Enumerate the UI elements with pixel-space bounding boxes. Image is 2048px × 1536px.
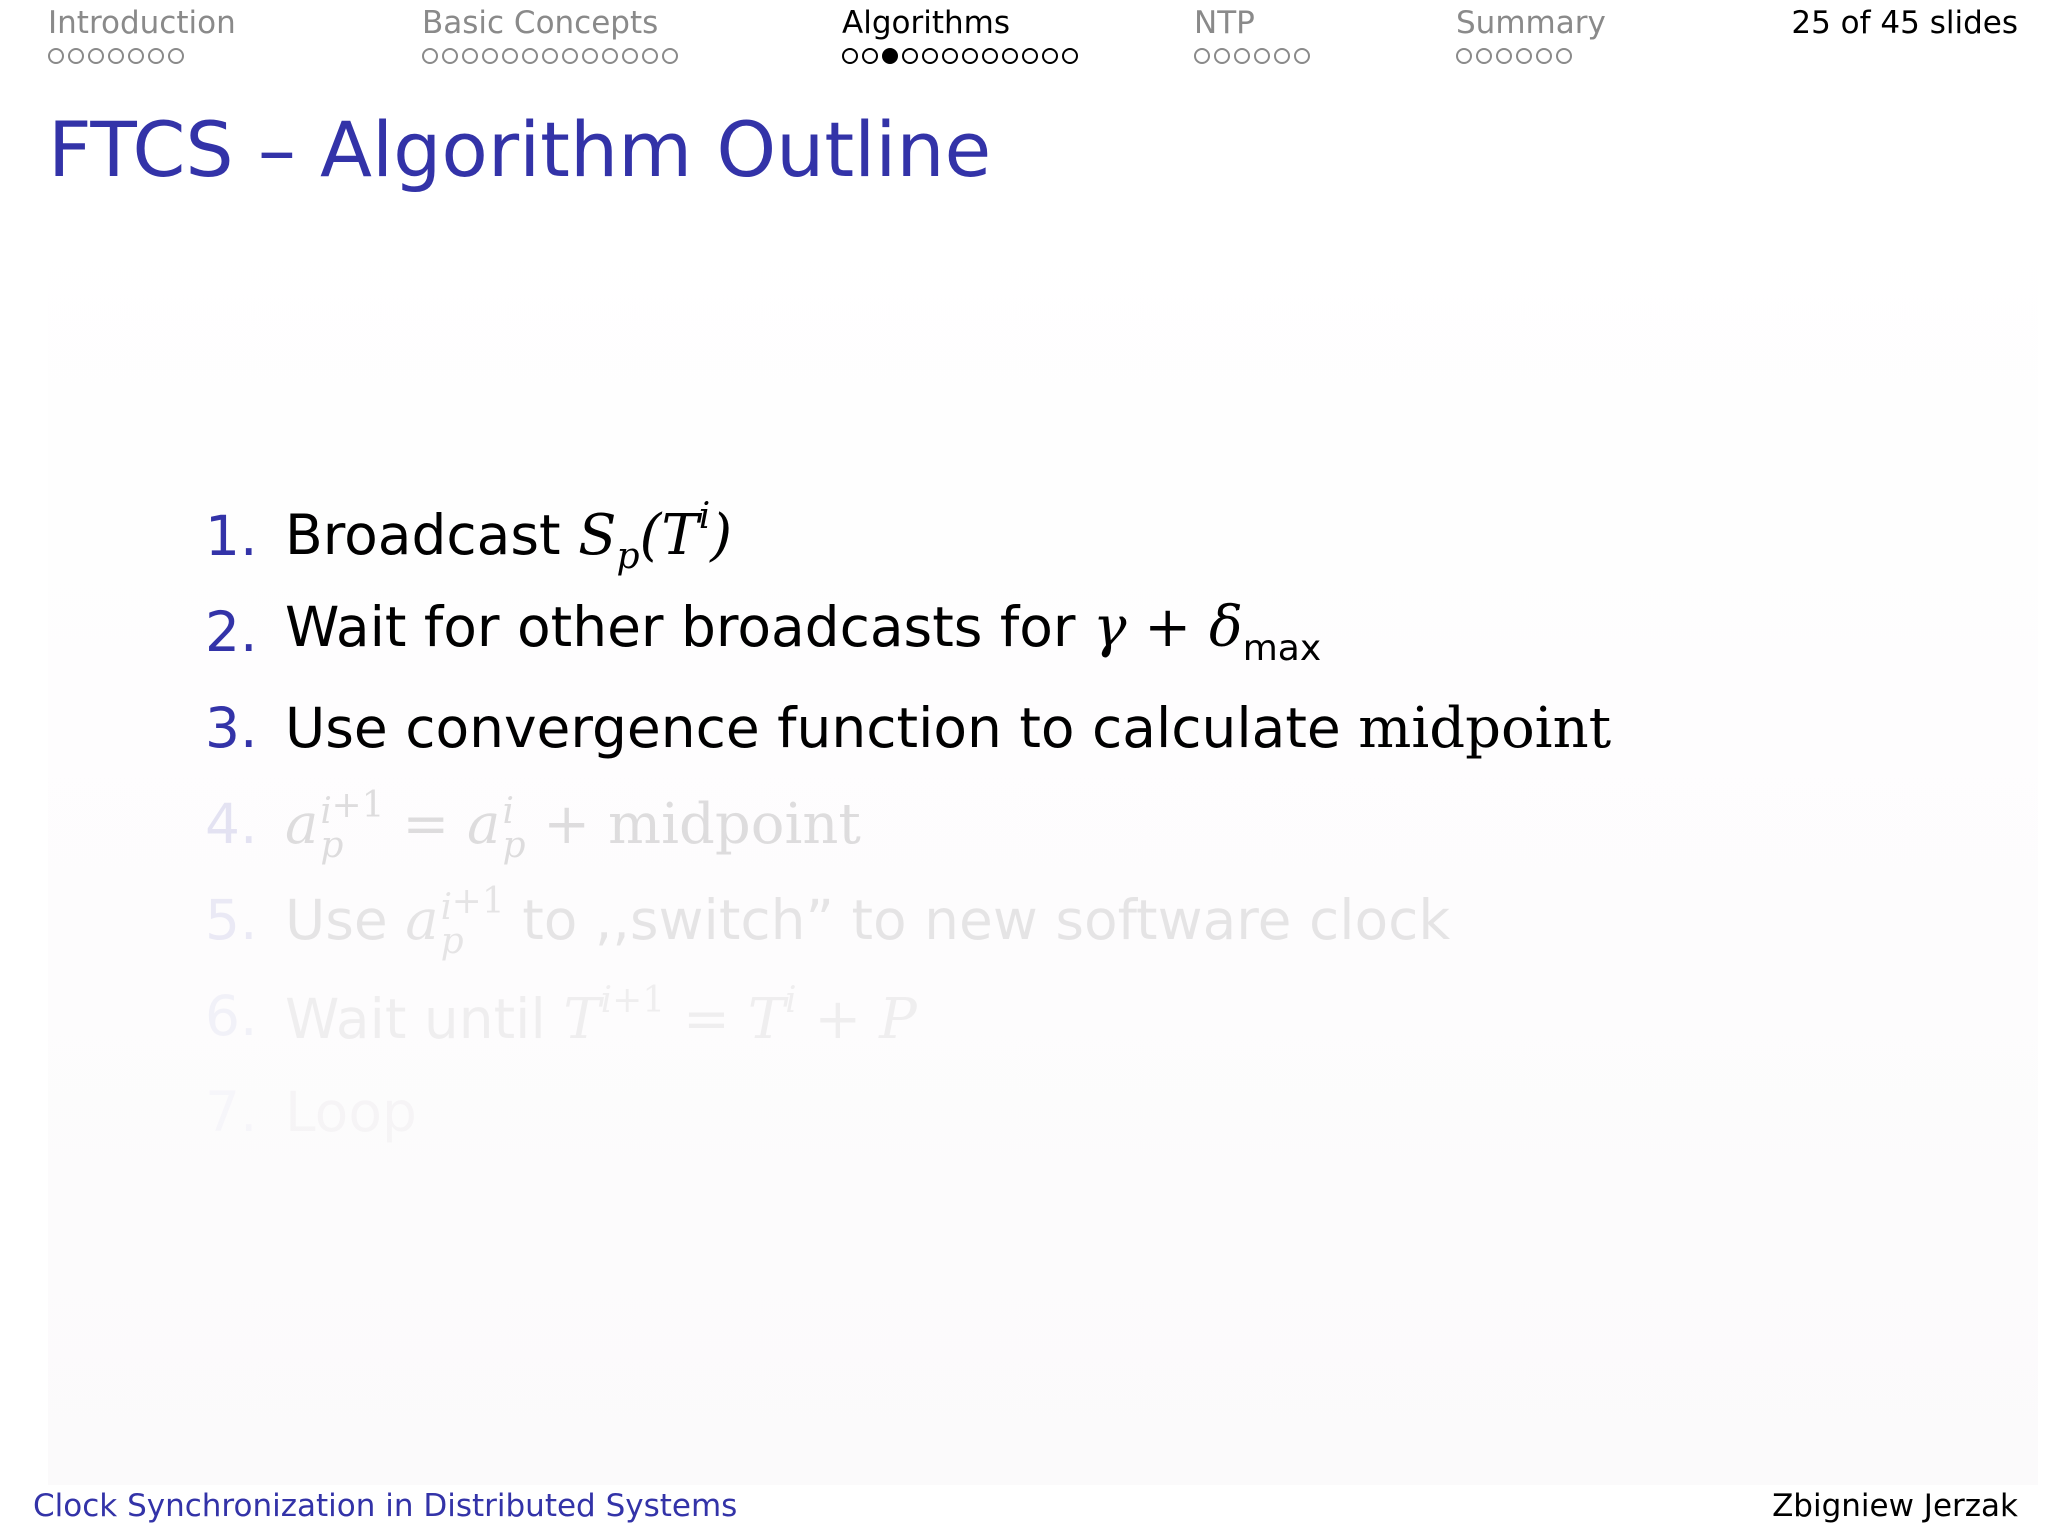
nav-dot[interactable] (562, 48, 578, 64)
step-text (285, 881, 1451, 962)
math-term: + midpoint (543, 792, 861, 858)
nav-section-basic-concepts[interactable] (422, 4, 678, 64)
step-text-label: Broadcast (285, 502, 561, 567)
nav-dot[interactable] (1234, 48, 1250, 64)
nav-dots (1194, 48, 1310, 64)
nav-dot[interactable] (148, 48, 164, 64)
nav-dot[interactable] (168, 48, 184, 64)
nav-dot[interactable] (662, 48, 678, 64)
nav-section-ntp[interactable] (1194, 4, 1310, 64)
nav-dot[interactable] (1194, 48, 1210, 64)
step-text (285, 1080, 417, 1144)
nav-dot[interactable] (1456, 48, 1472, 64)
step-item-6 (205, 968, 1855, 1064)
navigation-bar (0, 0, 2048, 80)
nav-section-title[interactable]: Introduction (48, 5, 236, 41)
step-number: 5. (205, 888, 258, 952)
nav-section-title[interactable]: Basic Concepts (422, 5, 659, 41)
nav-dots (1456, 48, 1606, 64)
nav-section-introduction[interactable] (48, 4, 236, 64)
math-formula: $S_p(T^i)$ (578, 495, 733, 577)
nav-dot[interactable] (442, 48, 458, 64)
nav-dot[interactable] (582, 48, 598, 64)
step-text-label: Wait for other broadcasts for (285, 595, 1076, 659)
frame-title: FTCS – Algorithm Outline (48, 105, 992, 194)
nav-dot[interactable] (1536, 48, 1552, 64)
step-number: 4. (205, 792, 258, 856)
step-text (285, 696, 1611, 761)
nav-dot[interactable] (862, 48, 878, 64)
nav-dot[interactable] (1042, 48, 1058, 64)
step-text (285, 496, 732, 577)
nav-section-summary[interactable] (1456, 4, 1606, 64)
nav-dot[interactable] (1476, 48, 1492, 64)
step-item-1 (205, 488, 1855, 584)
nav-dot[interactable] (922, 48, 938, 64)
step-number: 2. (205, 600, 258, 664)
footer-presentation-title: Clock Synchronization in Distributed Systems (33, 1488, 738, 1524)
nav-dot[interactable] (522, 48, 538, 64)
algorithm-steps-list (205, 488, 1855, 1160)
nav-dot[interactable] (108, 48, 124, 64)
nav-dot[interactable] (1274, 48, 1290, 64)
step-number: 6. (205, 984, 258, 1048)
nav-dot[interactable] (422, 48, 438, 64)
step-text-label: to ,,switch” to new software clock (522, 888, 1451, 953)
step-number: 3. (205, 696, 258, 760)
nav-dot[interactable] (462, 48, 478, 64)
nav-dot[interactable] (1496, 48, 1512, 64)
nav-dot-current[interactable] (882, 48, 898, 64)
math-formula: $\gamma + \delta_{max}$ (1093, 595, 1322, 669)
nav-dot[interactable] (962, 48, 978, 64)
nav-dot[interactable] (842, 48, 858, 64)
nav-dot[interactable] (1556, 48, 1572, 64)
nav-dot[interactable] (1516, 48, 1532, 64)
math-formula: $T^{i+1} = T^i + P$ (563, 980, 917, 1052)
nav-dot[interactable] (1062, 48, 1078, 64)
nav-dot[interactable] (1214, 48, 1230, 64)
nav-section-title[interactable]: NTP (1194, 5, 1255, 41)
nav-dot[interactable] (982, 48, 998, 64)
nav-section-title[interactable]: Algorithms (842, 5, 1010, 41)
nav-dot[interactable] (502, 48, 518, 64)
nav-dot[interactable] (642, 48, 658, 64)
math-formula: a i p $^{+1}$ = a i p + midpoint (285, 785, 861, 866)
math-formula: a i p $^{+1}$ (405, 881, 505, 962)
nav-dot[interactable] (88, 48, 104, 64)
step-text (285, 595, 1321, 669)
nav-section-title[interactable]: Summary (1456, 5, 1606, 41)
footer-author: Zbigniew Jerzak (1772, 1488, 2018, 1524)
step-item-4 (205, 776, 1855, 872)
nav-dot[interactable] (1002, 48, 1018, 64)
step-number: 1. (205, 504, 258, 568)
step-number (205, 1080, 285, 1144)
nav-dot[interactable] (48, 48, 64, 64)
step-item-2 (205, 584, 1855, 680)
step-item-5 (205, 872, 1855, 968)
nav-dot[interactable] (1254, 48, 1270, 64)
nav-dot[interactable] (68, 48, 84, 64)
step-text (285, 980, 917, 1052)
nav-dot[interactable] (1022, 48, 1038, 64)
nav-dot[interactable] (602, 48, 618, 64)
step-item-3 (205, 680, 1855, 776)
nav-dot[interactable] (622, 48, 638, 64)
step-text-label: Wait until (285, 987, 546, 1051)
math-formula: midpoint (1358, 695, 1612, 761)
nav-dot[interactable] (1294, 48, 1310, 64)
nav-dot[interactable] (128, 48, 144, 64)
nav-dots (48, 48, 236, 64)
nav-dot[interactable] (542, 48, 558, 64)
step-text-label: Use convergence function to calculate (285, 695, 1341, 760)
nav-dot[interactable] (942, 48, 958, 64)
nav-dots (422, 48, 678, 64)
nav-dot[interactable] (902, 48, 918, 64)
nav-dot[interactable] (482, 48, 498, 64)
nav-dots (842, 48, 1078, 64)
step-item-7 (205, 1064, 1855, 1160)
nav-section-algorithms[interactable] (842, 4, 1078, 64)
step-text-label: Use (285, 888, 388, 953)
slide-counter: 25 of 45 slides (1791, 5, 2018, 41)
